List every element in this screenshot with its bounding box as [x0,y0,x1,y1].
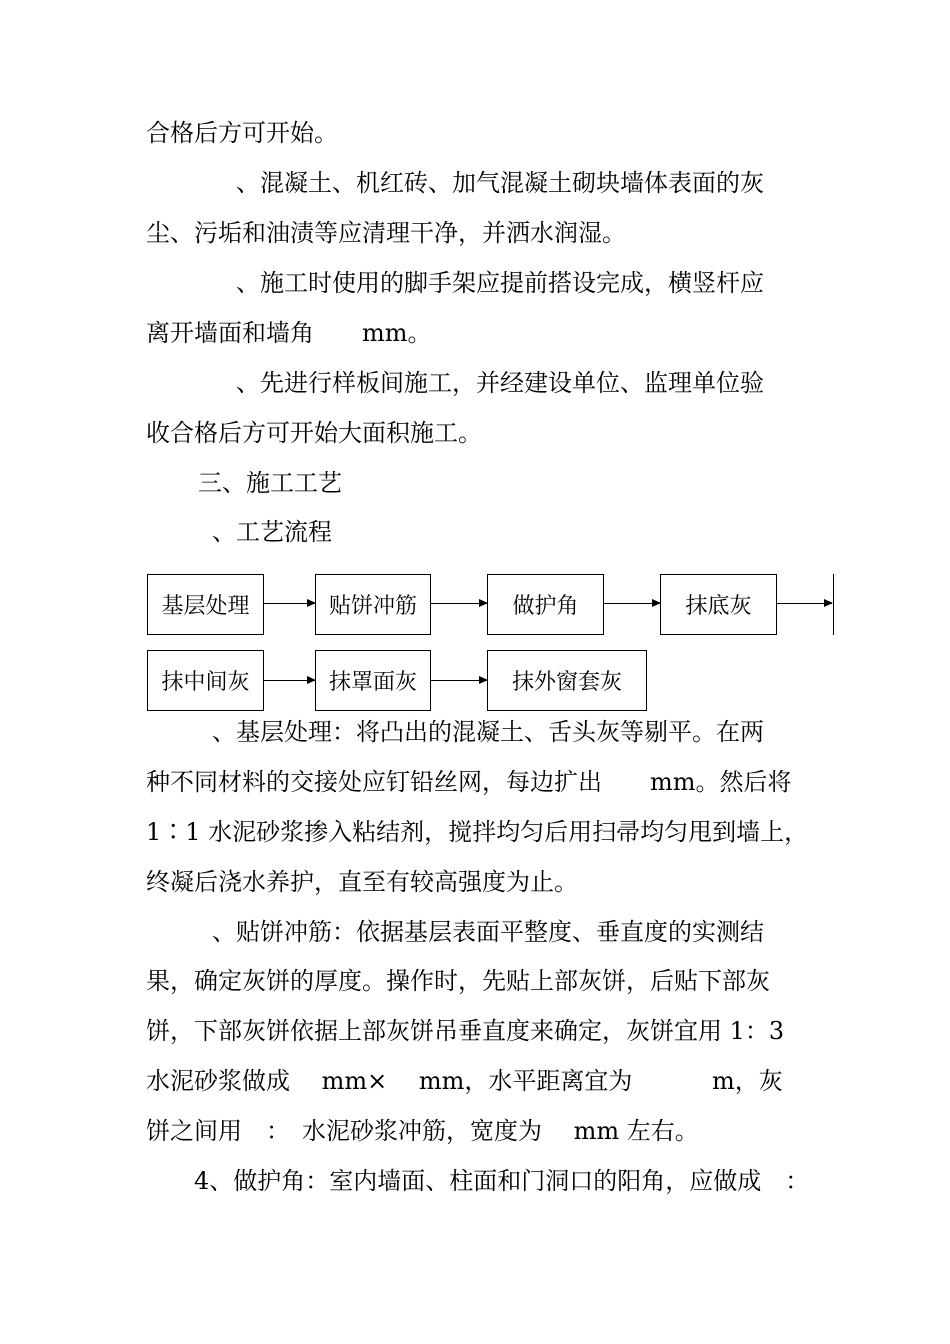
flow-arrow [264,680,315,681]
paragraph-line: 饼之间用 ： 水泥砂浆冲筋，宽度为 mm 左右。 [146,1117,699,1145]
flow-step-finish-coat: 抹罩面灰 [315,650,431,711]
flow-step-base-coat: 抹底灰 [660,574,777,635]
paragraph-line: 离开墙面和墙角 mm。 [146,319,432,347]
flow-step-screeding: 贴饼冲筋 [315,574,431,635]
paragraph-line: 、混凝土、机红砖、加气混凝土砌块墙体表面的灰 [236,169,764,197]
flow-continuation-bar [833,574,834,635]
flow-step-base-treatment: 基层处理 [147,574,264,635]
paragraph-line: 种不同材料的交接处应钉铅丝网，每边扩出 mm。然后将 [146,768,792,796]
paragraph-line: 、基层处理：将凸出的混凝土、舌头灰等剔平。在两 [212,718,764,746]
section-heading: 三、施工工艺 [198,469,342,497]
paragraph-line: 水泥砂浆做成 mm× mm，水平距离宜为 m，灰 [146,1067,783,1095]
paragraph-line: 、贴饼冲筋：依据基层表面平整度、垂直度的实测结 [212,918,764,946]
flow-arrow [431,680,487,681]
paragraph-line: 收合格后方可开始大面积施工。 [146,419,482,447]
paragraph-line: 、施工时使用的脚手架应提前搭设完成，横竖杆应 [236,269,764,297]
flow-step-middle-coat: 抹中间灰 [147,650,264,711]
paragraph-line: 4、做护角：室内墙面、柱面和门洞口的阳角，应做成 ： [194,1167,810,1195]
flow-arrow [264,603,315,604]
paragraph-line: 果，确定灰饼的厚度。操作时，先贴上部灰饼，后贴下部灰 [146,967,770,995]
paragraph-line: 终凝后浇水养护，直至有较高强度为止。 [146,868,578,896]
paragraph-line: 、先进行样板间施工，并经建设单位、监理单位验 [236,369,764,397]
flow-arrow [777,603,832,604]
subsection-heading: 、工艺流程 [212,518,332,546]
paragraph-line: 尘、污垢和油渍等应清理干净，并洒水润湿。 [146,219,626,247]
paragraph-line: 饼，下部灰饼依据上部灰饼吊垂直度来确定，灰饼宜用 1：3 [146,1017,785,1045]
flow-arrow [431,603,487,604]
flow-step-window-trim: 抹外窗套灰 [487,650,647,711]
flow-step-corner-guard: 做护角 [487,574,604,635]
paragraph-line: 合格后方可开始。 [146,119,338,147]
paragraph-line: 1∶1 水泥砂浆掺入粘结剂，搅拌均匀后用扫帚均匀甩到墙上， [146,818,809,846]
flow-arrow [604,603,660,604]
